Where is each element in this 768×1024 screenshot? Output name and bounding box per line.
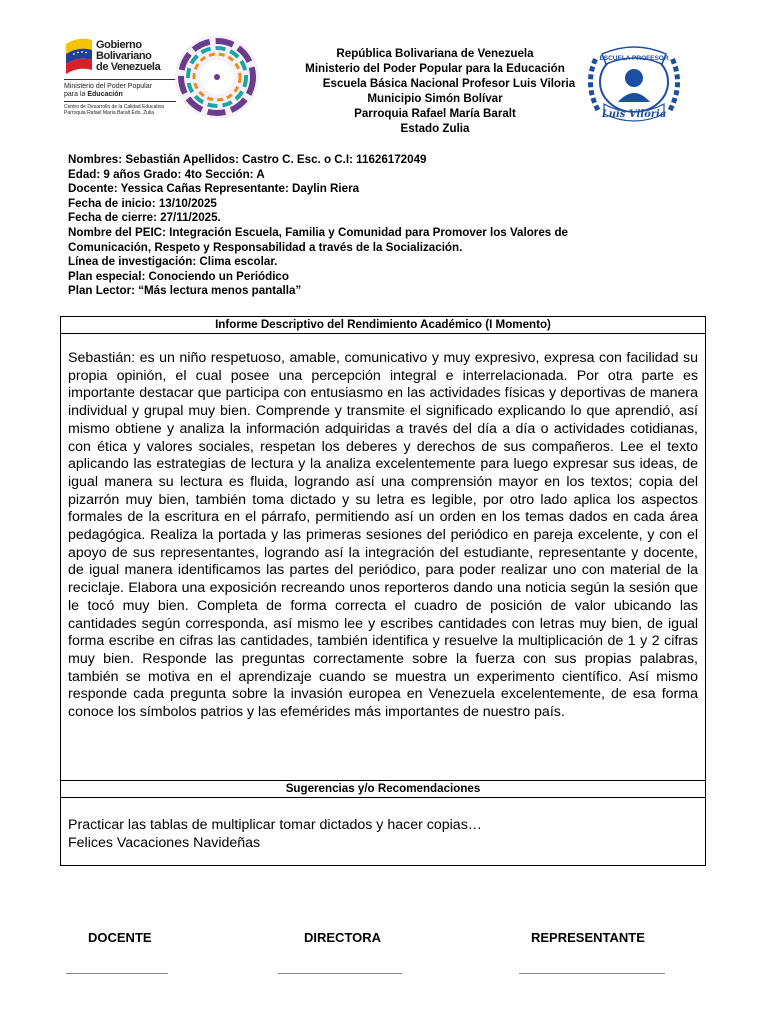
info-peic-2: Comunicación, Respeto y Responsabilidad a través de la Socialización. bbox=[68, 240, 463, 254]
info-linea-investigacion: Línea de investigación: Clima escolar. bbox=[68, 255, 278, 269]
signature-directora-line bbox=[278, 973, 402, 974]
info-edad: Edad: 9 años Grado: 4to Sección: A bbox=[68, 167, 265, 181]
info-peic-1: Nombre del PEIC: Integración Escuela, Familia y Comunidad para Promover los Valores de bbox=[68, 225, 568, 239]
header-republica: República Bolivariana de Venezuela bbox=[336, 47, 534, 60]
gobierno-bolivariano-logo bbox=[62, 32, 178, 124]
signature-representante-label: REPRESENTANTE bbox=[531, 930, 645, 945]
header-escuela: Escuela Básica Nacional Profesor Luis Viloria bbox=[322, 77, 576, 90]
report-body-text: Sebastián: es un niño respetuoso, amable, comunicativo y muy expresivo, expresa con facilidad su propia opinión, el cual posee una percepción integral e interrelacionada. Por otra parte es importante destacar que participa con entusiasmo en las actividades físicas y deportivas de manera individual y grupal muy bien. Comprende y transmite el significado explicando lo que aprendió, así mismo obtiene y analiza la información adquiridas a través del día a día o actividades cotidianas, con ética y valores sociales, respetan los deberes y derechos de sus compañeros. Lee el texto aplicando las estrategias de lectura y la analiza excelentemente para luego expresar sus ideas, de igual manera su lectura es fluida, logrando así una comprensión mayor en los textos; copia del pizarrón muy bien, también toma dictado y su letra es legible, por otro lado aplica los aspectos formales de la escritura en el párrafo, permitiendo así un orden en los temas dados en cada área pedagógica. Realiza la portada y las primeras sesiones del periódico en pareja excelente, y con el apoyo de sus representantes, logrando así la integración del estudiante, representante y docente, de igual manera identificamos las partes del periódico, para poder realizar uno con material de la reciclaje. Elabora una exposición recreando unos reporteros dando una noticia según la sesión que le tocó muy bien. Completa de forma correcta el cuadro de posición de valor ubicando las cantidades según corresponda, así mismo lee y escribes cantidades con letras muy bien, de igual forma escribe en cifras las cantidades, también identifica y resuelve la multiplicación de 1 y 2 cifras muy bien. Responde las preguntas correctamente sobre la fuerza con sus propias palabras, también se motiva en el aprendizaje cuando se muestra un experimento científico. Así mismo responde cada pregunta sobre la invasión europea en Venezuela excelentemente, de esa forma conoce los símbolos patrios y las efemérides más importantes de nuestro país. bbox=[68, 350, 698, 721]
info-docente: Docente: Yessica Cañas Representante: Daylin Riera bbox=[68, 182, 360, 196]
signature-docente-label: DOCENTE bbox=[88, 930, 152, 945]
document-header bbox=[250, 46, 620, 136]
gov-logo-ministry-line1: Ministerio del Poder Popular bbox=[64, 83, 152, 90]
gov-logo-ministry-emph: Educación bbox=[87, 91, 123, 98]
info-plan-lector: Plan Lector: “Más lectura menos pantalla” bbox=[68, 284, 302, 298]
signature-directora-label: DIRECTORA bbox=[304, 930, 382, 945]
header-ministerio: Ministerio del Poder Popular para la Educación bbox=[305, 62, 565, 75]
signature-docente-line bbox=[66, 973, 168, 974]
gov-logo-sub-line2: Parroquia Rafael María Baralt Edo. Zulia bbox=[64, 110, 155, 116]
info-fecha-inicio: Fecha de inicio: 13/10/2025 bbox=[68, 196, 217, 210]
gov-logo-line2: Bolivariano bbox=[96, 50, 152, 62]
suggest-line-2: Felices Vacaciones Navideñas bbox=[68, 834, 261, 851]
seal-script-text: Luis Viloria bbox=[601, 109, 667, 120]
header-parroquia: Parroquia Rafael María Baralt bbox=[354, 107, 516, 120]
venezuela-flag-icon bbox=[64, 34, 94, 78]
student-info bbox=[68, 153, 628, 299]
gov-logo-line3: de Venezuela bbox=[96, 61, 161, 73]
suggest-title-divider bbox=[61, 797, 705, 798]
suggest-line-1: Practicar las tablas de multiplicar tomar dictados y hacer copias… bbox=[68, 817, 482, 833]
school-seal-logo bbox=[580, 44, 688, 130]
gov-logo-sub-line1: Centro de Desarrollo de la Calidad Educativa bbox=[64, 104, 165, 110]
gov-logo-ministry-line2 bbox=[64, 91, 123, 99]
seal-top-text: ESCUELA PROFESOR bbox=[599, 55, 669, 62]
info-plan-especial: Plan especial: Conociendo un Periódico bbox=[68, 269, 289, 283]
report-title-divider bbox=[61, 333, 705, 334]
suggest-title: Sugerencias y/o Recomendaciones bbox=[285, 782, 481, 795]
gov-logo-line1: Gobierno bbox=[96, 39, 142, 51]
report-title: Informe Descriptivo del Rendimiento Académico (I Momento) bbox=[215, 318, 551, 331]
gov-logo-divider-2 bbox=[64, 101, 176, 102]
circular-emblem-logo bbox=[172, 32, 262, 122]
signature-representante-line bbox=[519, 973, 665, 974]
gov-logo-ministry-prefix: para la bbox=[64, 91, 88, 98]
gov-logo-divider bbox=[64, 79, 176, 80]
info-nombres: Nombres: Sebastián Apellidos: Castro C. Esc. o C.I: 11626172049 bbox=[68, 153, 427, 166]
header-estado: Estado Zulia bbox=[400, 122, 470, 135]
info-fecha-cierre: Fecha de cierre: 27/11/2025. bbox=[68, 211, 221, 225]
report-table bbox=[60, 316, 706, 866]
suggest-body bbox=[68, 817, 698, 852]
header-municipio: Municipio Simón Bolívar bbox=[367, 92, 503, 105]
